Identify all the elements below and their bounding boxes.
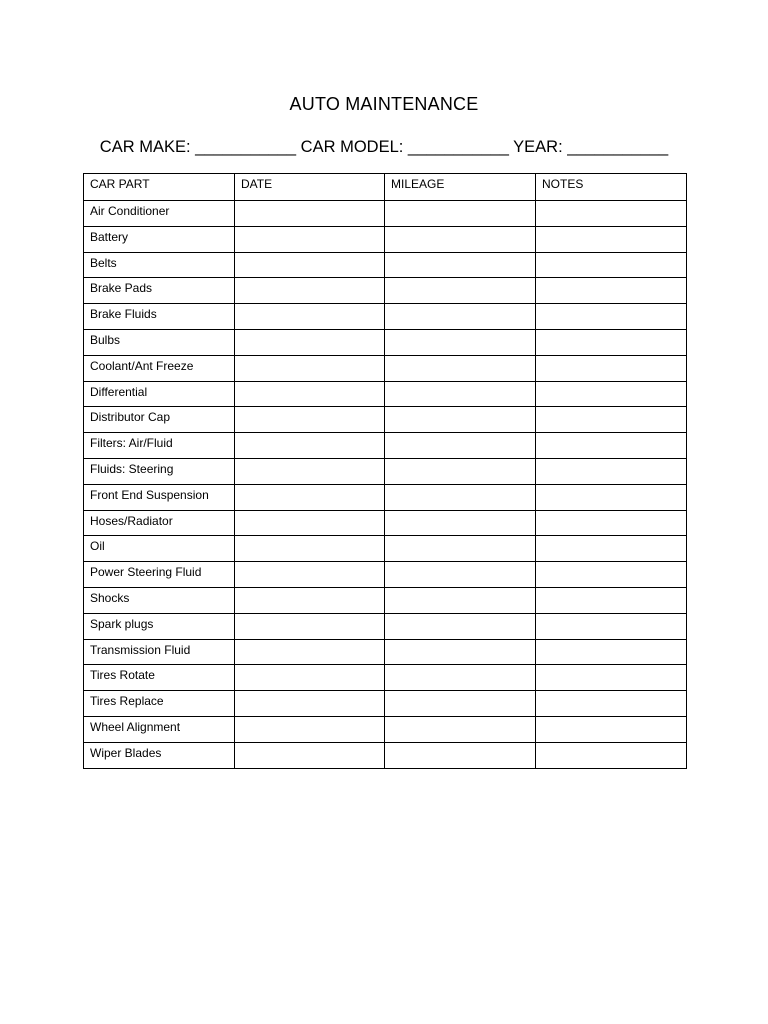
mileage-cell[interactable] [385, 433, 536, 459]
table-row [84, 510, 687, 536]
date-cell[interactable] [235, 458, 385, 484]
header-mileage: MILEAGE [385, 174, 536, 201]
car-part-cell: Bulbs [84, 329, 235, 355]
car-part-cell: Wheel Alignment [84, 716, 235, 742]
table-row [84, 665, 687, 691]
mileage-cell[interactable] [385, 510, 536, 536]
page-title: AUTO MAINTENANCE [289, 94, 479, 114]
car-part-cell: Brake Pads [84, 278, 235, 304]
notes-cell[interactable] [536, 587, 687, 613]
table-row [84, 562, 687, 588]
notes-cell[interactable] [536, 355, 687, 381]
mileage-cell[interactable] [385, 716, 536, 742]
notes-cell[interactable] [536, 304, 687, 330]
date-cell[interactable] [235, 252, 385, 278]
date-cell[interactable] [235, 355, 385, 381]
table-row [84, 536, 687, 562]
date-cell[interactable] [235, 484, 385, 510]
table-row [84, 201, 687, 227]
mileage-cell[interactable] [385, 742, 536, 768]
mileage-cell[interactable] [385, 407, 536, 433]
header-notes: NOTES [536, 174, 687, 201]
mileage-cell[interactable] [385, 562, 536, 588]
date-cell[interactable] [235, 304, 385, 330]
car-part-cell: Tires Replace [84, 691, 235, 717]
table-row [84, 304, 687, 330]
notes-cell[interactable] [536, 691, 687, 717]
car-info-line: CAR MAKE: ___________ CAR MODEL: ___________ YEAR: ___________ [99, 138, 669, 156]
mileage-cell[interactable] [385, 355, 536, 381]
notes-cell[interactable] [536, 329, 687, 355]
date-cell[interactable] [235, 691, 385, 717]
car-part-cell: Transmission Fluid [84, 639, 235, 665]
date-cell[interactable] [235, 562, 385, 588]
table-row [84, 278, 687, 304]
date-cell[interactable] [235, 226, 385, 252]
header-date: DATE [235, 174, 385, 201]
notes-cell[interactable] [536, 639, 687, 665]
notes-cell[interactable] [536, 226, 687, 252]
date-cell[interactable] [235, 329, 385, 355]
mileage-cell[interactable] [385, 665, 536, 691]
notes-cell[interactable] [536, 381, 687, 407]
table-row [84, 484, 687, 510]
car-part-cell: Shocks [84, 587, 235, 613]
mileage-cell[interactable] [385, 639, 536, 665]
date-cell[interactable] [235, 536, 385, 562]
date-cell[interactable] [235, 716, 385, 742]
table-row [84, 716, 687, 742]
mileage-cell[interactable] [385, 278, 536, 304]
car-part-cell: Filters: Air/Fluid [84, 433, 235, 459]
table-row [84, 329, 687, 355]
table-row [84, 639, 687, 665]
date-cell[interactable] [235, 613, 385, 639]
table-row [84, 458, 687, 484]
mileage-cell[interactable] [385, 381, 536, 407]
notes-cell[interactable] [536, 562, 687, 588]
date-cell[interactable] [235, 433, 385, 459]
mileage-cell[interactable] [385, 536, 536, 562]
date-cell[interactable] [235, 381, 385, 407]
car-part-cell: Hoses/Radiator [84, 510, 235, 536]
table-row [84, 252, 687, 278]
table-row [84, 226, 687, 252]
notes-cell[interactable] [536, 613, 687, 639]
mileage-cell[interactable] [385, 484, 536, 510]
notes-cell[interactable] [536, 742, 687, 768]
table-row [84, 407, 687, 433]
table-row [84, 742, 687, 768]
car-part-cell: Tires Rotate [84, 665, 235, 691]
notes-cell[interactable] [536, 201, 687, 227]
date-cell[interactable] [235, 510, 385, 536]
maintenance-table [83, 173, 687, 769]
car-part-cell: Air Conditioner [84, 201, 235, 227]
notes-cell[interactable] [536, 458, 687, 484]
notes-cell[interactable] [536, 278, 687, 304]
car-part-cell: Wiper Blades [84, 742, 235, 768]
table-row [84, 587, 687, 613]
date-cell[interactable] [235, 278, 385, 304]
table-row [84, 613, 687, 639]
car-part-cell: Fluids: Steering [84, 458, 235, 484]
table-row [84, 691, 687, 717]
date-cell[interactable] [235, 587, 385, 613]
car-part-cell: Front End Suspension [84, 484, 235, 510]
table-header-row [84, 174, 687, 201]
car-part-cell: Coolant/Ant Freeze [84, 355, 235, 381]
car-part-cell: Spark plugs [84, 613, 235, 639]
notes-cell[interactable] [536, 252, 687, 278]
mileage-cell[interactable] [385, 329, 536, 355]
mileage-cell[interactable] [385, 201, 536, 227]
date-cell[interactable] [235, 201, 385, 227]
date-cell[interactable] [235, 665, 385, 691]
date-cell[interactable] [235, 742, 385, 768]
mileage-cell[interactable] [385, 613, 536, 639]
date-cell[interactable] [235, 407, 385, 433]
car-part-cell: Belts [84, 252, 235, 278]
table-row [84, 433, 687, 459]
car-part-cell: Oil [84, 536, 235, 562]
notes-cell[interactable] [536, 536, 687, 562]
notes-cell[interactable] [536, 716, 687, 742]
car-part-cell: Power Steering Fluid [84, 562, 235, 588]
notes-cell[interactable] [536, 484, 687, 510]
mileage-cell[interactable] [385, 304, 536, 330]
mileage-cell[interactable] [385, 691, 536, 717]
notes-cell[interactable] [536, 665, 687, 691]
car-part-cell: Brake Fluids [84, 304, 235, 330]
car-part-cell: Distributor Cap [84, 407, 235, 433]
table-row [84, 355, 687, 381]
table-row [84, 381, 687, 407]
notes-cell[interactable] [536, 407, 687, 433]
mileage-cell[interactable] [385, 587, 536, 613]
notes-cell[interactable] [536, 510, 687, 536]
mileage-cell[interactable] [385, 458, 536, 484]
mileage-cell[interactable] [385, 226, 536, 252]
header-car-part: CAR PART [84, 174, 235, 201]
date-cell[interactable] [235, 639, 385, 665]
car-part-cell: Battery [84, 226, 235, 252]
car-part-cell: Differential [84, 381, 235, 407]
mileage-cell[interactable] [385, 252, 536, 278]
notes-cell[interactable] [536, 433, 687, 459]
